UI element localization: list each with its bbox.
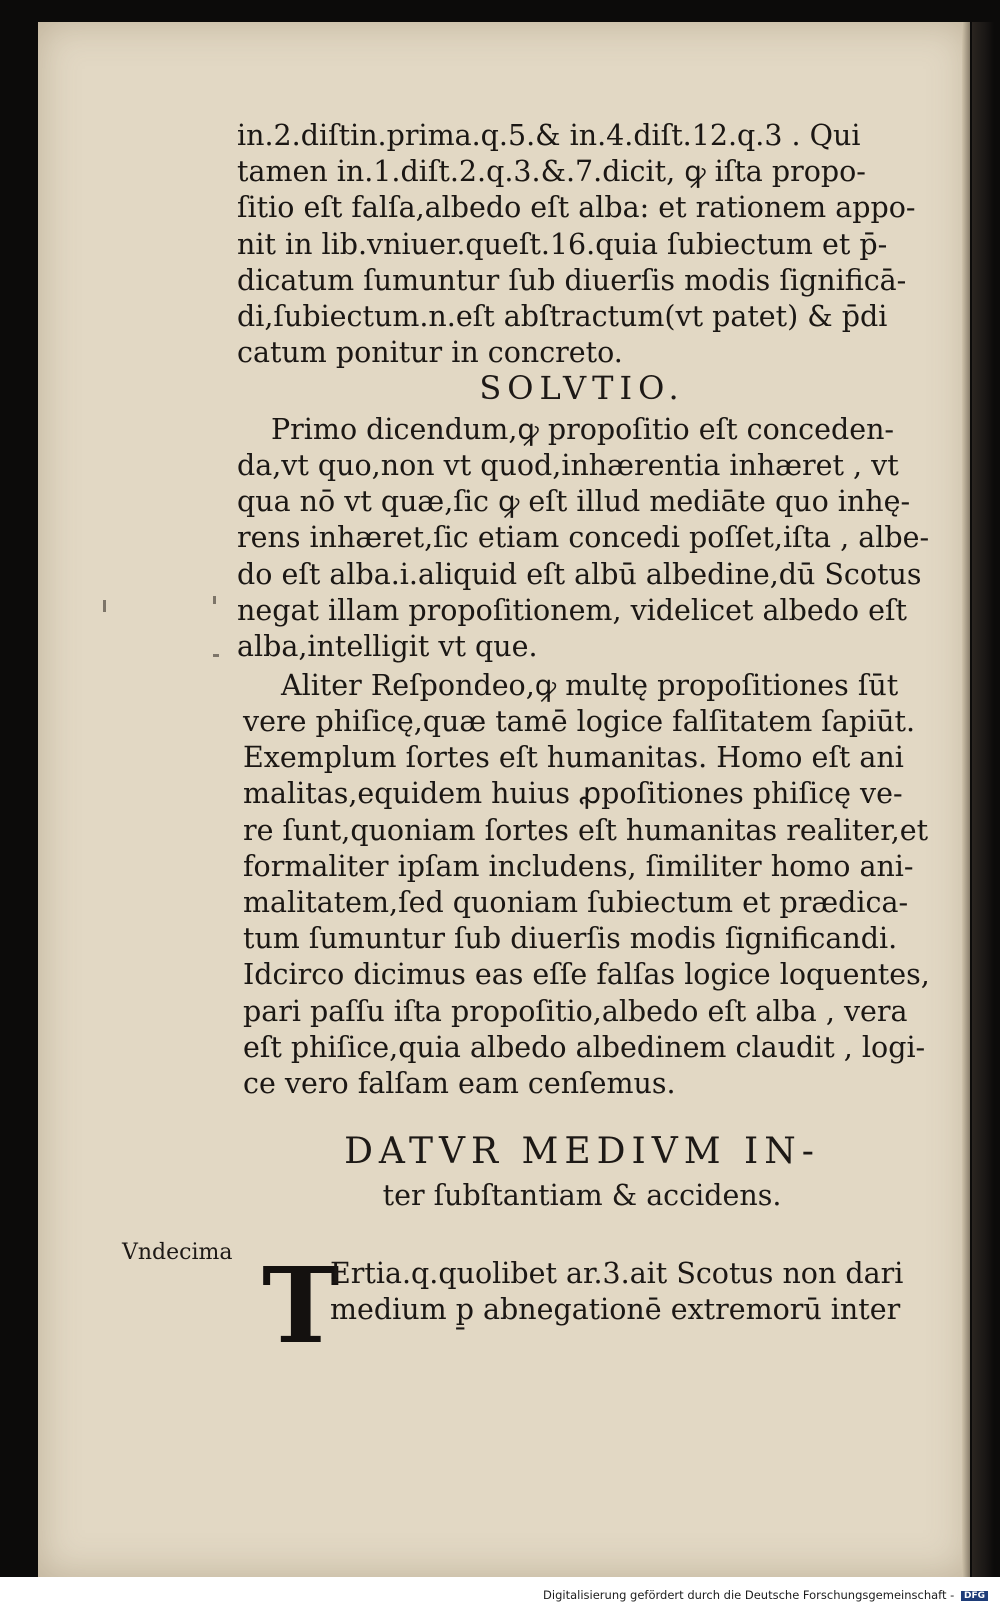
text-line: rens inhæret,ſic etiam concedi poſſet,iſta , albe- (237, 521, 930, 555)
paragraph-2-cont (237, 448, 929, 665)
paragraph-2 (271, 412, 894, 448)
text-line: re ſunt,quoniam ſortes eſt humanitas realiter,et (243, 813, 929, 847)
text-line: Aliter Reſpondeo,ꝙ multę propoſitiones ſūt (281, 669, 899, 702)
text-line: do eſt alba.i.aliquid eſt albū albedine,dū Scotus (237, 557, 922, 591)
text-line: qua nō vt quæ,ſic ꝙ eſt illud mediāte quo inhę- (237, 485, 911, 519)
text-line: di,ſubiectum.n.eſt abſtractum(vt patet) & p̄di (237, 299, 888, 333)
text-line: alba,intelligit vt que. (237, 629, 538, 663)
page-gutter (962, 22, 970, 1577)
section-heading-sub: ter ſubſtantiam & accidens. (382, 1179, 782, 1212)
text-line: medium p̱ abnegationē extremorū inter (330, 1293, 901, 1327)
text-line: catum ponitur in concreto. (237, 336, 623, 370)
digitization-credit (543, 1588, 988, 1602)
text-line: malitas,equidem huius ꝓpoſitiones phiſicę ve- (243, 777, 903, 811)
text-line: ce vero falſam eam cenſemus. (243, 1066, 676, 1100)
text-line: negat illam propoſitionem, videlicet albedo eſt (237, 593, 908, 627)
text-line: Ertia.q.quolibet ar.3.ait Scotus non dari (330, 1257, 904, 1290)
text-line: nit in lib.vniuer.queſt.16.quia ſubiectum et p̄- (237, 227, 888, 261)
text-line: Primo dicendum,ꝙ propoſitio eſt conceden- (271, 413, 895, 446)
margin-mark (213, 596, 216, 604)
paragraph-3 (281, 668, 898, 704)
footer-text: Digitalisierung gefördert durch die Deutsche Forschungsgemeinschaft - (543, 1588, 955, 1602)
margin-mark (213, 654, 219, 657)
text-line: Idcirco dicimus eas eſſe falſas logice loquentes, (243, 958, 930, 992)
text-line: dicatum ſumuntur ſub diuerſis modis ſignificā- (237, 263, 907, 297)
initial-paragraph (330, 1256, 930, 1328)
text-line: vere phiſicę,quæ tamē logice falſitatem ſapiūt. (243, 705, 916, 738)
text-line: malitatem,ſed quoniam ſubiectum et prædica- (243, 885, 909, 919)
page-edge (972, 22, 994, 1577)
text-line: in.2.diſtin.prima.q.5.& in.4.diſt.12.q.3 . Qui (237, 119, 861, 152)
margin-note: Vndecima (122, 1240, 233, 1265)
paragraph-1 (237, 118, 916, 371)
section-heading-solutio: SOLVTIO. (479, 369, 685, 407)
text-line: Exemplum ſortes eſt humanitas. Homo eſt ani (243, 741, 904, 775)
text-line: tamen in.1.diſt.2.q.3.&.7.dicit, ꝙ iſta propo- (237, 155, 866, 189)
text-line: eſt phiſice,quia albedo albedinem claudit , logi- (243, 1030, 926, 1064)
text-line: da,vt quo,non vt quod,inhærentia inhæret , vt (237, 449, 899, 482)
decorated-initial: T (262, 1244, 340, 1367)
text-line: ſitio eſt falſa,albedo eſt alba: et rationem appo- (237, 191, 916, 225)
text-line: pari paſſu iſta propoſitio,albedo eſt alba , vera (243, 994, 908, 1028)
text-line: formaliter ipſam includens, ſimiliter homo ani- (243, 849, 914, 883)
margin-mark (103, 600, 106, 612)
paragraph-3-cont (243, 704, 930, 1102)
text-line: tum ſumuntur ſub diuerſis modis ſignificandi. (243, 922, 898, 956)
dfg-logo-icon: DFG (961, 1591, 988, 1601)
section-heading-datur: DATVR MEDIVM IN- (344, 1131, 820, 1172)
